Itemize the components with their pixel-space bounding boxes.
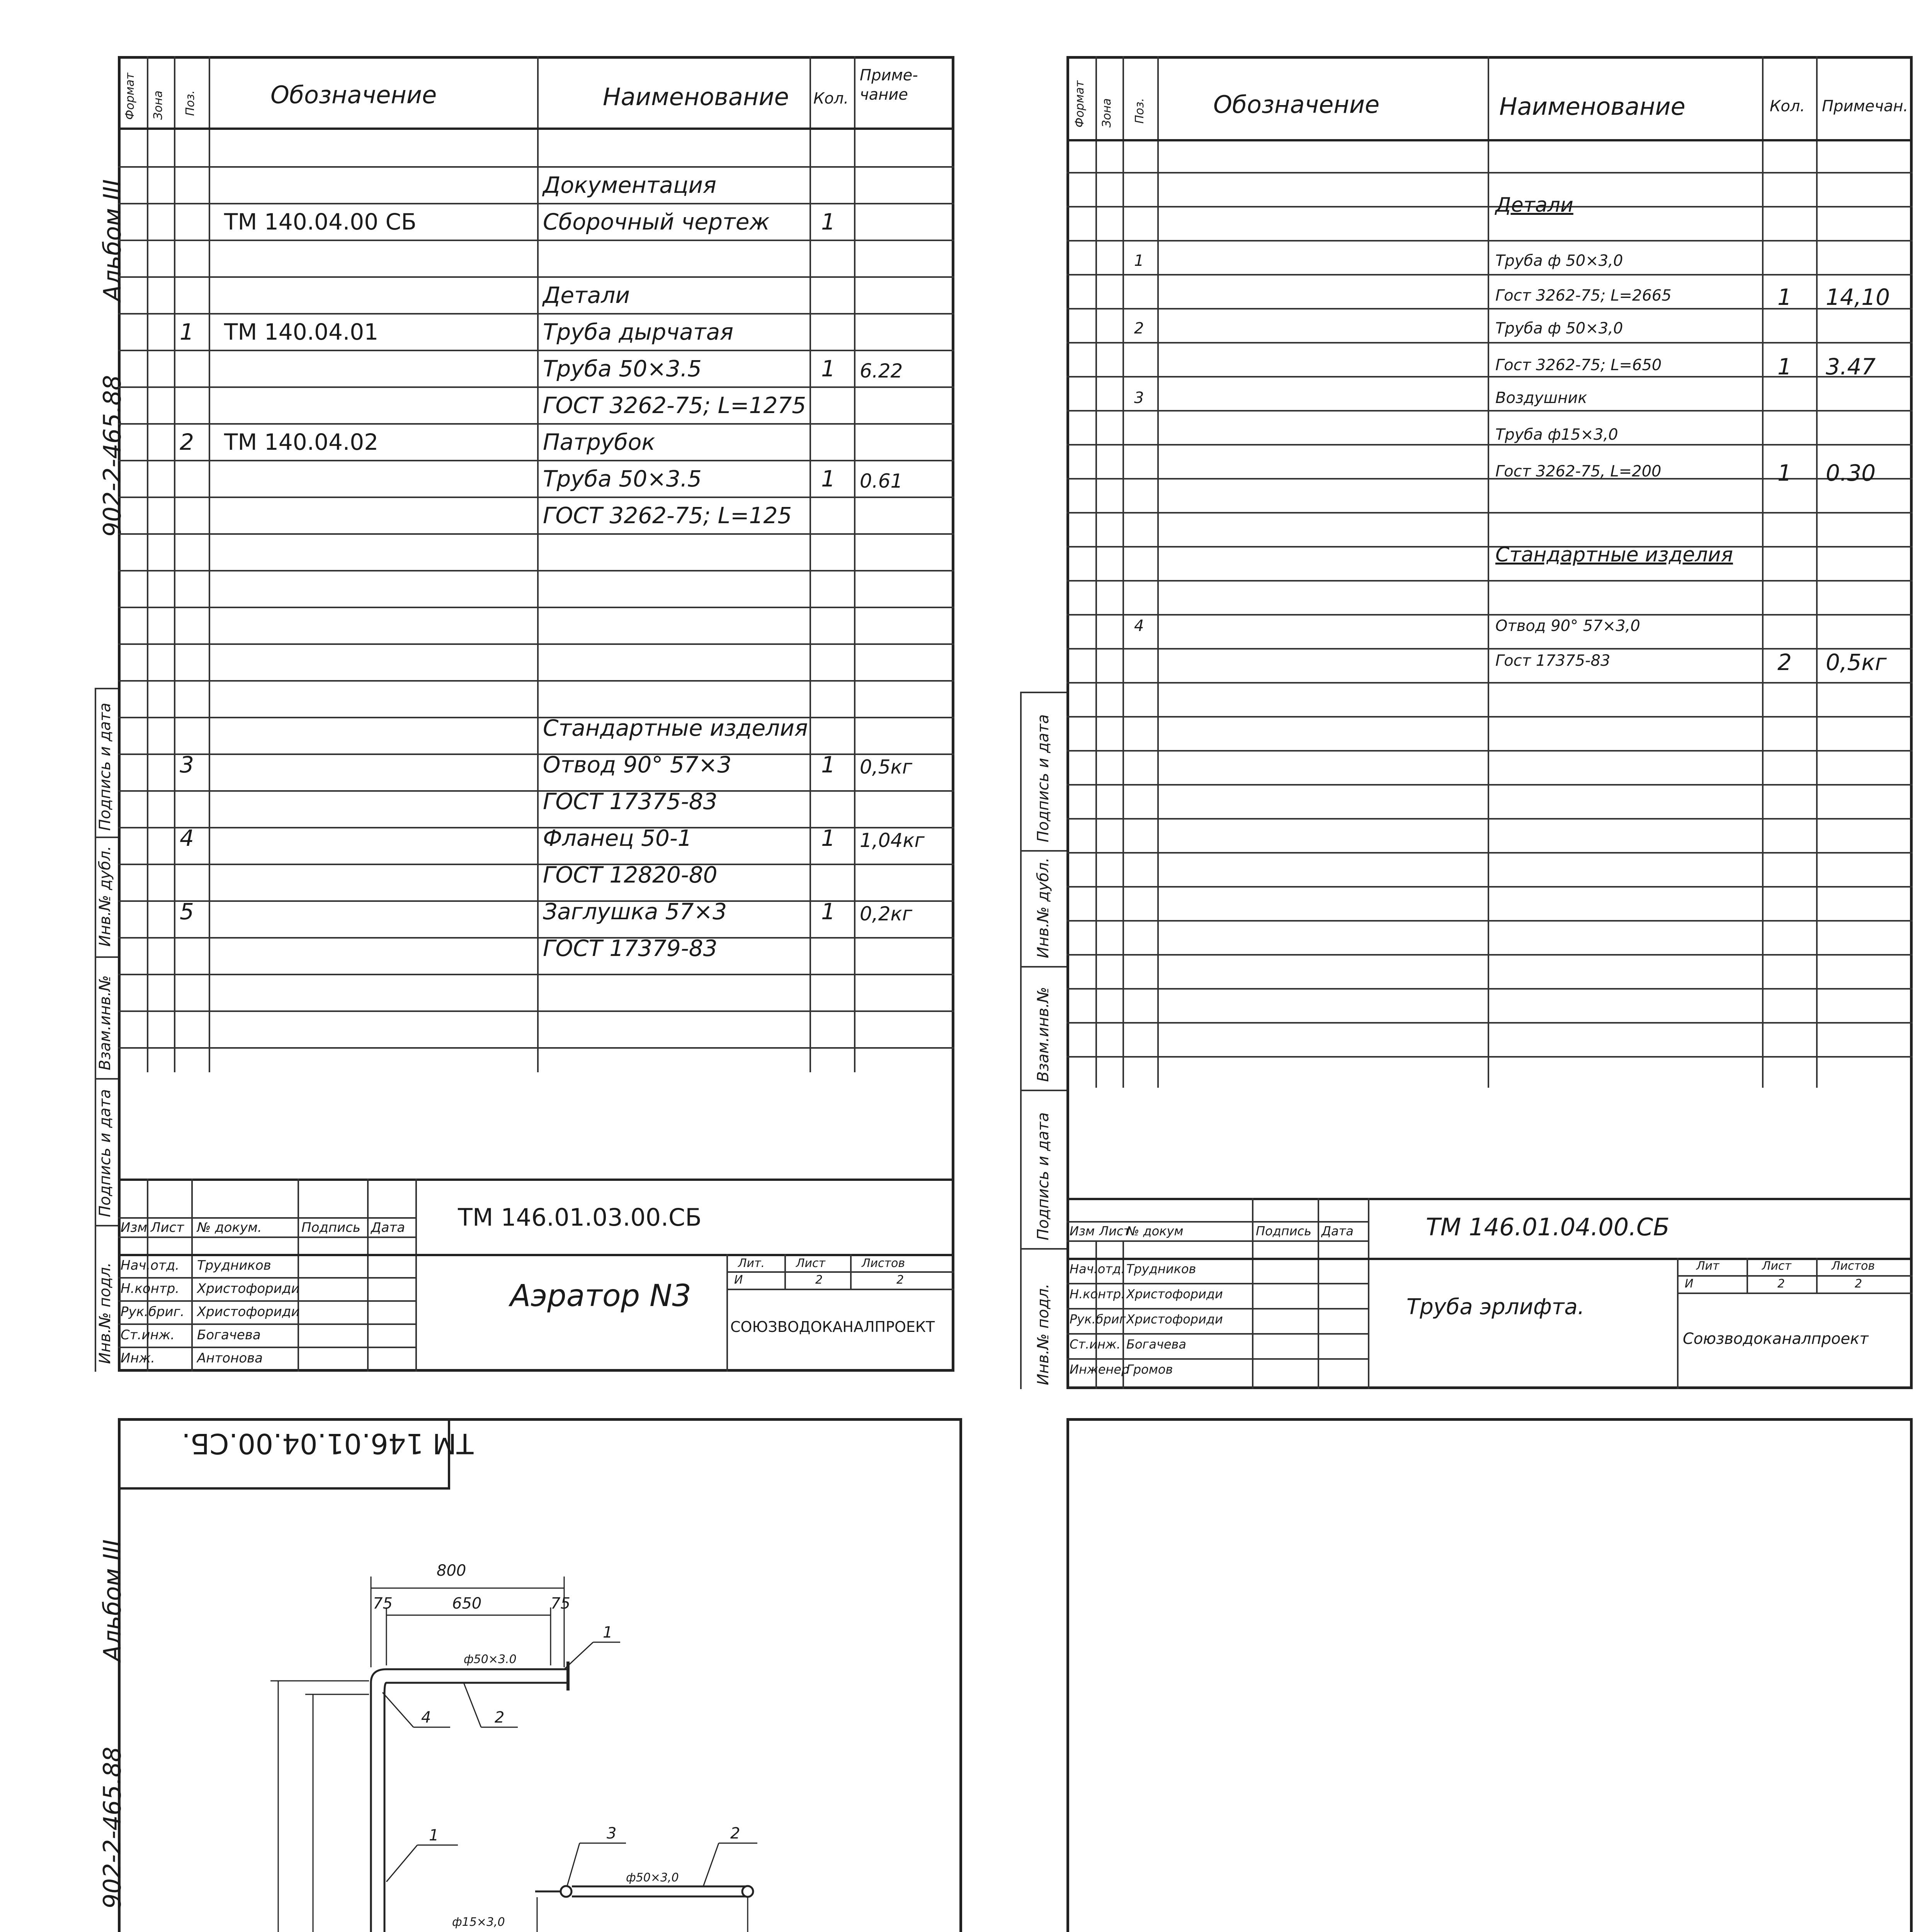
row-name: Стандартные изделия (1495, 543, 1733, 566)
title-person: Христофориди (1126, 1287, 1223, 1301)
row-designation: ТМ 140.04.00 СБ (224, 209, 417, 235)
row-pos: 4 (1134, 617, 1144, 635)
title-role: Инженер (1070, 1362, 1129, 1377)
title-col-header: Изм (121, 1220, 148, 1235)
hdr2-name: Наименование (1499, 92, 1685, 121)
callout-4a: 1 (603, 1624, 613, 1641)
row-name: ГОСТ 3262-75; L=125 (543, 502, 792, 529)
dim-75b: 75 (551, 1595, 570, 1612)
row-note: 3.47 (1826, 354, 1876, 380)
row-name: ГОСТ 3262-75; L=1275 (543, 392, 806, 418)
hdr2-qty: Кол. (1770, 97, 1805, 115)
side2-sig5: Инв.№ подл. (1034, 1283, 1052, 1385)
row-qty: 1 (1777, 460, 1792, 486)
row-pos: 2 (180, 429, 194, 455)
side3-code: 902-2-465.88 (98, 1747, 126, 1909)
row-pos: 1 (1134, 252, 1144, 270)
title-org-1: СОЮЗВОДОКАНАЛПРОЕКТ (730, 1318, 935, 1335)
hdr2-pos: Поз. (1133, 98, 1146, 124)
title-col-header: № докум. (197, 1220, 262, 1235)
title-sheet-2: 2 (1777, 1277, 1785, 1291)
title-name-2: Труба эрлифта. (1406, 1294, 1585, 1320)
drawing-stamp: ТМ 146.01.04.00.СБ. (182, 1427, 474, 1460)
title-person: Трудников (1126, 1262, 1196, 1276)
title-col-header: Дата (1321, 1224, 1354, 1238)
row-designation: ТМ 140.04.02 (224, 429, 379, 455)
title-person: Богачева (197, 1327, 261, 1343)
title-lit-1: И (734, 1273, 743, 1287)
row-name: ГОСТ 17375-83 (543, 788, 718, 815)
row-qty: 1 (821, 355, 835, 382)
row-pos: 4 (180, 825, 194, 851)
row-qty: 1 (1777, 284, 1792, 310)
side2-sig4: Подпись и дата (1034, 1112, 1052, 1240)
row-name: Гост 3262-75; L=650 (1495, 356, 1662, 374)
row-name: Документация (543, 172, 716, 198)
callout-3: 3 (607, 1825, 617, 1842)
title-role: Н.контр. (121, 1281, 180, 1296)
row-qty: 1 (821, 752, 835, 778)
title-person: Трудников (197, 1258, 271, 1273)
title-name-1: Аэратор N3 (510, 1279, 691, 1313)
hdr-format: Формат (123, 73, 137, 120)
side-sig3: Взам.инв.№ (96, 975, 114, 1070)
row-name: Гост 3262-75, L=200 (1495, 463, 1662, 480)
title-sheet-1: 2 (815, 1273, 823, 1287)
title-sheets-2: 2 (1855, 1277, 1862, 1291)
row-note: 6.22 (860, 360, 903, 382)
hdr-zone: Зона (151, 90, 165, 120)
callout-2: 2 (495, 1709, 505, 1726)
title-sheet-h-2: Лист (1762, 1259, 1792, 1273)
row-name: Детали (1495, 194, 1573, 217)
callout-2b: 2 (730, 1825, 740, 1842)
callout-1: 1 (429, 1827, 439, 1844)
row-name: Детали (543, 282, 630, 308)
row-qty: 2 (1777, 649, 1792, 675)
hdr2-zone: Зона (1100, 98, 1114, 128)
dim-75a: 75 (373, 1595, 393, 1612)
title-person: Христофориди (1126, 1312, 1223, 1327)
title-col-header: Подпись (301, 1220, 361, 1235)
row-name: Отвод 90° 57×3,0 (1495, 617, 1640, 635)
side3-album: Альбом III (98, 1539, 126, 1662)
side-sig4: Подпись и дата (96, 1089, 114, 1217)
title-sheets-1: 2 (896, 1273, 904, 1287)
title-role: Н.контр. (1070, 1287, 1125, 1301)
row-name: Труба дырчатая (543, 319, 734, 345)
hdr-qty: Кол. (813, 90, 849, 107)
row-note: 0,2кг (860, 903, 912, 925)
title-sheet-h-1: Лист (796, 1257, 826, 1270)
row-name: Труба ф 50×3,0 (1495, 252, 1623, 270)
hdr2-designation: Обозначение (1213, 90, 1380, 119)
side2-sig3: Взам.инв.№ (1034, 986, 1052, 1082)
title-col-header: Подпись (1256, 1224, 1311, 1238)
row-note: 14,10 (1826, 284, 1890, 310)
hdr-designation: Обозначение (270, 81, 437, 109)
title-col-header: Изм (1070, 1224, 1095, 1238)
title-col-header: Лист (1099, 1224, 1131, 1238)
det-pipe: ф50×3,0 (626, 1871, 679, 1884)
callout-4: 4 (421, 1709, 431, 1726)
row-name: Гост 3262-75; L=2665 (1495, 287, 1672, 304)
row-note: 0.61 (860, 470, 903, 492)
title-sheets-h-1: Листов (862, 1257, 905, 1270)
title-org-2: Союзводоканалпроект (1683, 1330, 1869, 1348)
row-name: Отвод 90° 57×3 (543, 752, 732, 778)
side2-sig1: Подпись и дата (1034, 714, 1052, 842)
row-pos: 5 (180, 898, 194, 925)
title-sheets-h-2: Листов (1832, 1259, 1875, 1273)
row-qty: 1 (821, 466, 835, 492)
row-name: Воздушник (1495, 389, 1587, 407)
row-pos: 1 (180, 319, 194, 345)
title-role: Рук.бриг. (121, 1304, 185, 1320)
row-name: Заглушка 57×3 (543, 898, 727, 925)
row-name: ГОСТ 17379-83 (543, 935, 718, 961)
row-name: ГОСТ 12820-80 (543, 862, 718, 888)
row-name: Труба ф 50×3,0 (1495, 320, 1623, 337)
side-sig1: Подпись и дата (96, 702, 114, 831)
hdr-pos: Поз. (184, 90, 197, 116)
row-note: 1,04кг (860, 829, 925, 852)
row-note: 0,5кг (1826, 649, 1887, 675)
hdr-note: Приме- чание (860, 66, 918, 104)
row-name: Стандартные изделия (543, 715, 808, 741)
side-code: 902-2-465.88 (98, 375, 126, 537)
dim-800: 800 (437, 1562, 466, 1580)
title-lit-2: И (1685, 1277, 1694, 1291)
row-name: Труба 50×3.5 (543, 466, 702, 492)
row-name: Фланец 50-1 (543, 825, 692, 851)
title-role: Ст.инж. (121, 1327, 175, 1343)
hdr2-format: Формат (1073, 80, 1087, 128)
row-pos: 3 (1134, 389, 1144, 407)
title-role: Нач.отд. (121, 1258, 180, 1273)
title-person: Богачева (1126, 1337, 1187, 1352)
row-qty: 1 (1777, 354, 1792, 380)
det-small: ф15×3,0 (452, 1915, 505, 1929)
title-col-header: № докум (1126, 1224, 1184, 1238)
row-qty: 1 (821, 209, 835, 235)
title-role: Ст.инж. (1070, 1337, 1121, 1352)
title-role: Рук.бриг. (1070, 1312, 1130, 1327)
title-person: Громов (1126, 1362, 1173, 1377)
title-lit-h-1: Лит. (738, 1257, 765, 1270)
row-name: Патрубок (543, 429, 655, 455)
side2-sig2: Инв.№ дубл. (1034, 857, 1052, 958)
row-name: Труба 50×3.5 (543, 355, 702, 382)
title-lit-h-2: Лит (1696, 1259, 1719, 1273)
sheet-blank (1066, 1418, 1913, 1932)
row-name: Сборочный чертеж (543, 209, 770, 235)
title-role: Инж. (121, 1350, 155, 1366)
row-qty: 1 (821, 825, 835, 851)
title-code-2: ТМ 146.01.04.00.СБ (1426, 1213, 1670, 1241)
row-name: Гост 17375-83 (1495, 652, 1611, 670)
title-person: Христофориди (197, 1304, 300, 1320)
row-pos: 3 (180, 752, 194, 778)
title-col-header: Дата (371, 1220, 405, 1235)
hdr2-note: Примечан. (1822, 97, 1908, 115)
title-col-header: Лист (151, 1220, 184, 1235)
row-note: 0,5кг (860, 756, 912, 778)
row-note: 0.30 (1826, 460, 1876, 486)
dim-pipe-h: ф50×3.0 (464, 1653, 517, 1666)
row-designation: ТМ 140.04.01 (224, 319, 379, 345)
title-person: Христофориди (197, 1281, 300, 1296)
title-code-1: ТМ 146.01.03.00.СБ (458, 1203, 702, 1231)
side-sig5: Инв.№ подл. (96, 1262, 114, 1364)
row-qty: 1 (821, 898, 835, 925)
title-role: Нач.отд. (1070, 1262, 1125, 1276)
dim-650: 650 (452, 1595, 482, 1612)
row-name: Труба ф15×3,0 (1495, 426, 1618, 444)
side-sig2: Инв.№ дубл. (96, 846, 114, 947)
hdr-name: Наименование (603, 83, 789, 111)
side-album: Альбом III (98, 179, 126, 301)
row-pos: 2 (1134, 320, 1144, 337)
title-person: Антонова (197, 1350, 263, 1366)
